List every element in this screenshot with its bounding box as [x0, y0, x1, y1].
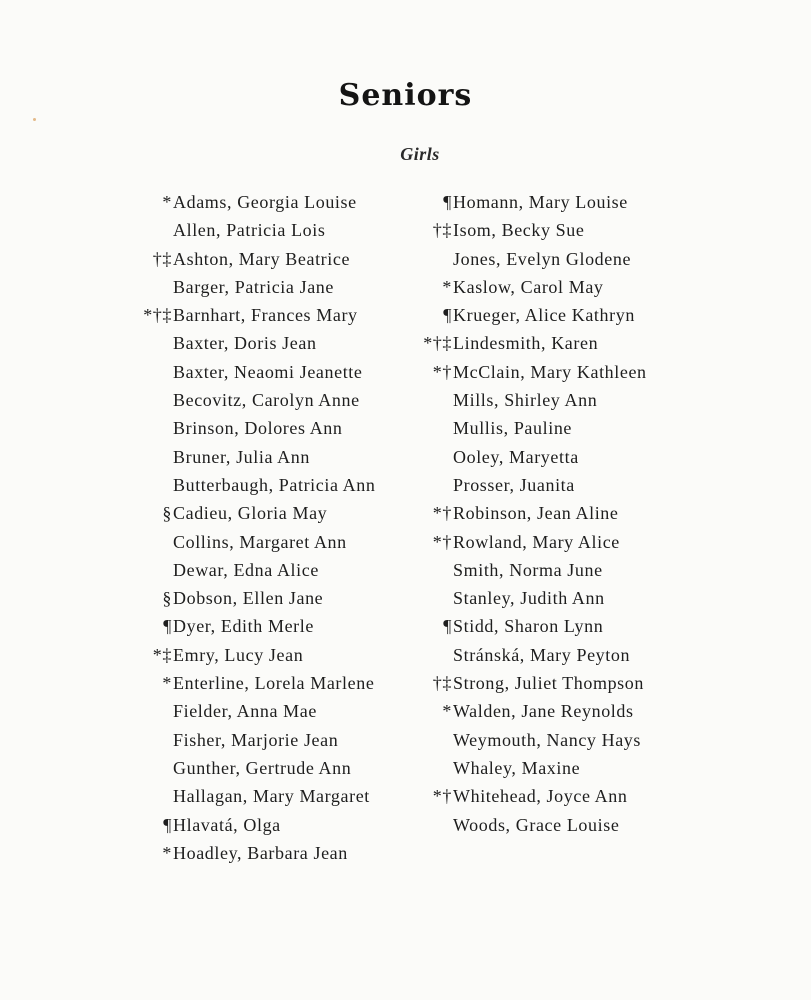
name-entry — [400, 641, 700, 669]
name-entry — [120, 782, 420, 810]
student-name: Smith, Norma June — [453, 559, 603, 580]
honor-mark — [400, 471, 452, 499]
student-name: Rowland, Mary Alice — [453, 531, 620, 552]
student-name: Hlavatá, Olga — [173, 814, 281, 835]
student-name: Baxter, Doris Jean — [173, 333, 317, 354]
student-name: Gunther, Gertrude Ann — [173, 757, 352, 778]
student-name: Butterbaugh, Patricia Ann — [173, 474, 376, 495]
name-entry — [120, 528, 420, 556]
name-entry — [400, 754, 700, 782]
name-entry — [400, 556, 700, 584]
student-name: Homann, Mary Louise — [453, 192, 628, 212]
honor-mark: †‡ — [432, 220, 452, 241]
page-title: Seniors — [338, 78, 473, 113]
student-name: Whaley, Maxine — [453, 757, 581, 778]
name-entry — [120, 273, 420, 301]
name-entry — [120, 188, 420, 216]
name-entry — [400, 216, 700, 244]
honor-mark: *†‡ — [143, 305, 172, 326]
student-name: Dyer, Edith Merle — [173, 616, 314, 637]
student-name: Adams, Georgia Louise — [173, 192, 357, 212]
student-name: Ooley, Maryetta — [453, 446, 579, 467]
student-name: Enterline, Lorela Marlene — [173, 673, 375, 694]
student-name: Hallagan, Mary Margaret — [173, 786, 370, 807]
honor-mark — [400, 414, 452, 442]
honor-mark — [400, 556, 452, 584]
honor-mark — [400, 811, 452, 839]
name-entry — [120, 386, 420, 414]
honor-mark — [400, 726, 452, 754]
name-entry — [400, 273, 700, 301]
student-name: Walden, Jane Reynolds — [453, 701, 634, 722]
student-name: Kaslow, Carol May — [453, 276, 604, 297]
name-entry — [400, 471, 700, 499]
name-entry — [120, 641, 420, 669]
honor-mark: †‡ — [432, 673, 452, 694]
name-entry — [400, 329, 700, 357]
names-column-left — [120, 188, 420, 867]
name-entry — [120, 726, 420, 754]
student-name: Hoadley, Barbara Jean — [173, 842, 348, 863]
honor-mark — [120, 556, 172, 584]
name-entry — [120, 216, 420, 244]
honor-mark: *† — [432, 361, 452, 382]
honor-mark: *† — [432, 531, 452, 552]
name-entry — [120, 612, 420, 640]
name-entry — [400, 669, 700, 697]
honor-mark: * — [162, 842, 172, 863]
name-entry — [120, 499, 420, 527]
student-name: Barnhart, Frances Mary — [173, 305, 358, 326]
honor-mark — [120, 697, 172, 725]
student-name: Allen, Patricia Lois — [173, 220, 326, 241]
name-entry — [400, 499, 700, 527]
name-entry — [120, 358, 420, 386]
student-name: Prosser, Juanita — [453, 474, 575, 495]
honor-mark: * — [442, 701, 452, 722]
name-entry — [120, 697, 420, 725]
name-entry — [400, 188, 700, 216]
name-entry — [120, 301, 420, 329]
student-name: Woods, Grace Louise — [453, 814, 620, 835]
name-entry — [120, 443, 420, 471]
student-name: Stanley, Judith Ann — [453, 588, 605, 609]
name-entry — [400, 386, 700, 414]
student-name: Dewar, Edna Alice — [173, 559, 319, 580]
honor-mark: * — [162, 673, 172, 694]
student-name: Brinson, Dolores Ann — [173, 418, 343, 439]
student-name: Krueger, Alice Kathryn — [453, 305, 635, 326]
honor-mark: § — [162, 588, 172, 609]
student-name: Fielder, Anna Mae — [173, 701, 317, 722]
honor-mark — [400, 584, 452, 612]
honor-mark: ¶ — [163, 616, 172, 637]
student-name: Baxter, Neaomi Jeanette — [173, 361, 363, 382]
honor-mark: ¶ — [443, 305, 452, 326]
names-column-right — [400, 188, 700, 839]
student-name: Cadieu, Gloria May — [173, 503, 328, 524]
honor-mark — [400, 443, 452, 471]
paper-speck — [33, 118, 36, 121]
name-entry — [400, 697, 700, 725]
student-name: Mills, Shirley Ann — [453, 390, 598, 411]
name-entry — [400, 726, 700, 754]
honor-mark — [120, 471, 172, 499]
student-name: Collins, Margaret Ann — [173, 531, 347, 552]
student-name: Lindesmith, Karen — [453, 333, 599, 354]
name-entry — [120, 245, 420, 273]
honor-mark — [120, 358, 172, 386]
honor-mark — [120, 782, 172, 810]
honor-mark — [120, 754, 172, 782]
honor-mark — [400, 386, 452, 414]
honor-mark — [120, 726, 172, 754]
honor-mark — [120, 273, 172, 301]
honor-mark: *†‡ — [423, 333, 452, 354]
name-entry — [120, 754, 420, 782]
student-name: Becovitz, Carolyn Anne — [173, 390, 360, 411]
honor-mark — [120, 414, 172, 442]
honor-mark: ¶ — [443, 192, 452, 212]
honor-mark: †‡ — [152, 248, 172, 269]
name-entry — [120, 839, 420, 867]
student-name: Isom, Becky Sue — [453, 220, 585, 241]
honor-mark — [120, 528, 172, 556]
name-entry — [400, 584, 700, 612]
honor-mark — [400, 754, 452, 782]
student-name: Strong, Juliet Thompson — [453, 673, 644, 694]
name-entry — [120, 556, 420, 584]
honor-mark: *† — [432, 503, 452, 524]
student-name: Emry, Lucy Jean — [173, 644, 304, 665]
honor-mark: ¶ — [163, 814, 172, 835]
student-name: Whitehead, Joyce Ann — [453, 786, 628, 807]
name-entry — [120, 471, 420, 499]
student-name: Barger, Patricia Jane — [173, 276, 334, 297]
name-entry — [120, 329, 420, 357]
honor-mark: ¶ — [443, 616, 452, 637]
name-entry — [400, 811, 700, 839]
student-name: McClain, Mary Kathleen — [453, 361, 647, 382]
student-name: Dobson, Ellen Jane — [173, 588, 324, 609]
name-entry — [120, 584, 420, 612]
name-entry — [400, 358, 700, 386]
student-name: Ashton, Mary Beatrice — [173, 248, 351, 269]
honor-mark: *† — [432, 786, 452, 807]
honor-mark — [120, 329, 172, 357]
name-entry — [400, 782, 700, 810]
name-entry — [400, 414, 700, 442]
honor-mark — [120, 386, 172, 414]
name-entry — [120, 811, 420, 839]
name-entry — [120, 414, 420, 442]
honor-mark — [120, 443, 172, 471]
honor-mark: * — [162, 192, 172, 212]
student-name: Fisher, Marjorie Jean — [173, 729, 339, 750]
student-name: Robinson, Jean Aline — [453, 503, 619, 524]
honor-mark: *‡ — [152, 644, 172, 665]
honor-mark — [120, 216, 172, 244]
name-entry — [120, 669, 420, 697]
name-entry — [400, 612, 700, 640]
student-name: Jones, Evelyn Glodene — [453, 248, 632, 269]
name-entry — [400, 245, 700, 273]
honor-mark — [400, 245, 452, 273]
name-entry — [400, 301, 700, 329]
student-name: Bruner, Julia Ann — [173, 446, 310, 467]
student-name: Stidd, Sharon Lynn — [453, 616, 604, 637]
honor-mark: * — [442, 276, 452, 297]
section-subtitle: Girls — [400, 144, 440, 164]
student-name: Weymouth, Nancy Hays — [453, 729, 642, 750]
name-entry — [400, 528, 700, 556]
student-name: Mullis, Pauline — [453, 418, 573, 439]
name-entry — [400, 443, 700, 471]
honor-mark: § — [162, 503, 172, 524]
student-name: Stránská, Mary Peyton — [453, 644, 631, 665]
honor-mark — [400, 641, 452, 669]
